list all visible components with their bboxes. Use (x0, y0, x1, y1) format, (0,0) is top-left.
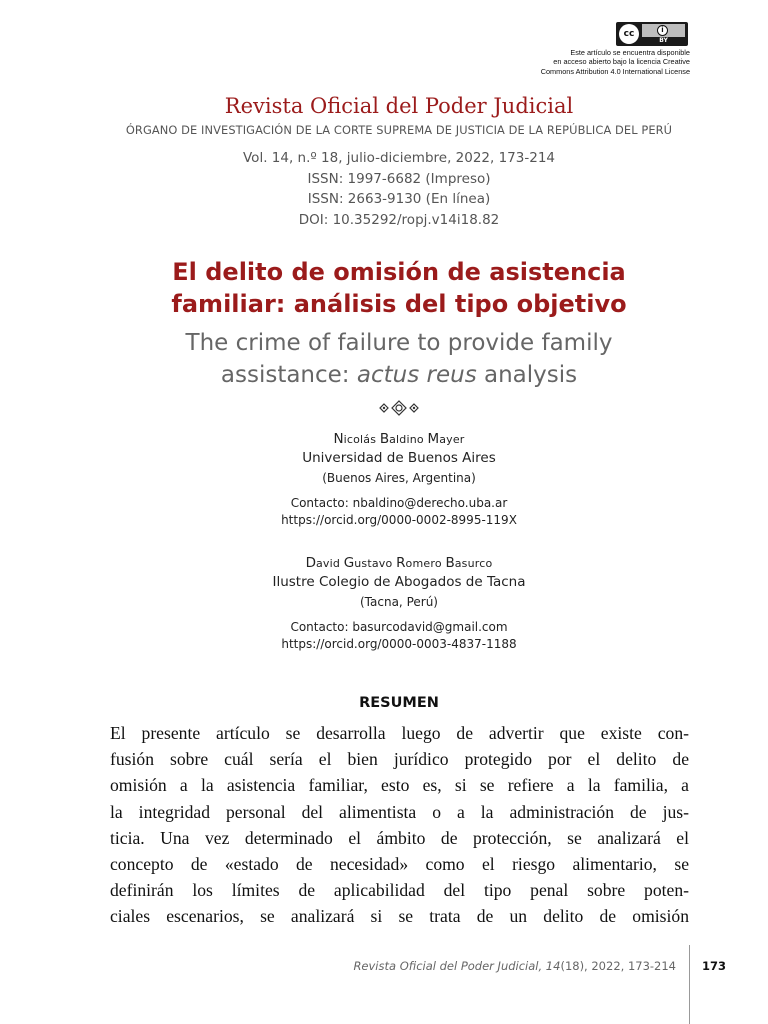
author-orcid-link[interactable]: https://orcid.org/0000-0002-8995-119X (281, 513, 517, 527)
abstract-line: concepto de «estado de necesidad» como el riesgo alimentario, se (110, 854, 689, 875)
author-affiliation: Universidad de Buenos Aires (302, 450, 496, 466)
article-title-en: The crime of failure to provide family assistance: actus reus analysis (185, 330, 613, 388)
volume-info: Vol. 14, n.º 18, julio-diciembre, 2022, 173-214 (243, 150, 555, 166)
abstract-heading: RESUMEN (359, 695, 439, 711)
journal-name: Revista Oficial del Poder Judicial (224, 94, 574, 118)
author-location: (Buenos Aires, Argentina) (322, 471, 476, 485)
decorative-ornament-icon (376, 399, 422, 417)
cc-icon: cc (619, 24, 639, 44)
creative-commons-by-badge-icon[interactable] (616, 22, 688, 46)
attribution-person-icon: i (657, 25, 668, 36)
license-text: Este artículo se encuentra disponible en acceso abierto bajo la licencia Creative Commons Attribution 4.0 International License (540, 48, 690, 76)
article-title-es: El delito de omisión de asistencia familiar: análisis del tipo objetivo (171, 258, 627, 318)
issn-print: ISSN: 1997-6682 (Impreso) (307, 171, 491, 187)
author-affiliation: Ilustre Colegio de Abogados de Tacna (272, 574, 526, 590)
footer-divider (689, 945, 690, 1024)
abstract-line: fusión sobre cuál sería el bien jurídico protegido por el delito de (110, 749, 689, 770)
issn-online: ISSN: 2663-9130 (En línea) (307, 191, 491, 207)
doi[interactable]: DOI: 10.35292/ropj.v14i18.82 (298, 212, 500, 228)
abstract-line: la integridad personal del alimentista o a la administración de jus- (110, 801, 689, 822)
abstract-body (110, 720, 689, 930)
page-number: 173 (702, 959, 727, 973)
running-footer: Revista Oficial del Poder Judicial, 14(18), 2022, 173-214 (353, 959, 676, 973)
abstract-line: definirán los límites de aplicabilidad del tipo penal sobre poten- (110, 880, 689, 901)
author-name: Nicolás Baldino Mayer (333, 431, 465, 447)
abstract-line: ciales escenarios, se analizará si se trata de un delito de omisión (110, 906, 689, 927)
author-2 (0, 554, 768, 653)
abstract-line: omisión a la asistencia familiar, esto es, si se refiere a la familia, a (110, 775, 689, 796)
abstract-line: ticia. Una vez determinado el ámbito de protección, se analizará el (110, 827, 689, 848)
author-name: David Gustavo Romero Basurco (305, 555, 493, 571)
abstract-line: El presente artículo se desarrolla luego de advertir que existe con- (110, 723, 689, 743)
author-1 (0, 430, 768, 529)
author-location: (Tacna, Perú) (360, 595, 438, 609)
author-orcid-link[interactable]: https://orcid.org/0000-0003-4837-1188 (281, 637, 517, 651)
author-contact[interactable]: Contacto: basurcodavid@gmail.com (290, 620, 508, 634)
author-contact[interactable]: Contacto: nbaldino@derecho.uba.ar (290, 496, 508, 510)
by-label: BY (659, 37, 668, 44)
journal-organ: ÓRGANO DE INVESTIGACIÓN DE LA CORTE SUPREMA DE JUSTICIA DE LA REPÚBLICA DEL PERÚ (125, 123, 673, 137)
